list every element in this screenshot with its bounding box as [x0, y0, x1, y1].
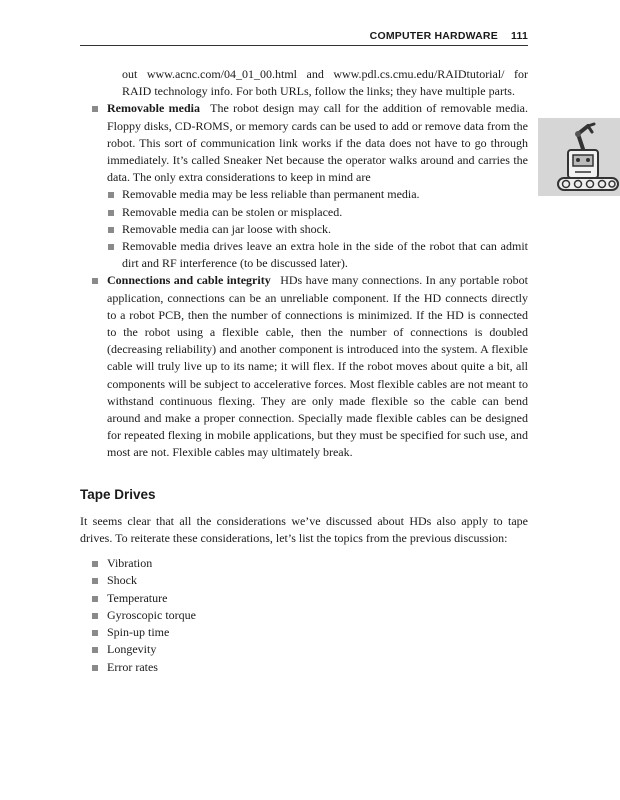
topic-text: Spin-up time — [107, 625, 170, 640]
list-item — [80, 607, 528, 624]
bullet-square-icon — [108, 192, 114, 198]
topic-text: Temperature — [107, 590, 168, 605]
chapter-title: COMPUTER HARDWARE — [369, 30, 498, 42]
running-header — [80, 30, 528, 42]
removable-sub-item — [80, 186, 528, 203]
removable-sub-item — [80, 221, 528, 238]
connections-text: HDs have many connections. In any portable robot application, connections can be an unreliable component. If the HD connects directly to a robot PCB, then the number of connections is minimized. If the HD is connected to the robot using a flexible cable, then the number of connections is doubled (decreasing reliability) and another component is introduced into the system. A flexible cable will truly live up to its name; it will flex. If the robot moves about quite a bit, all components will be subject to accelerative forces. Most flexible cables are not meant to withstand continuous flexing. They are only made flexible so the cable can bend around and make a proper connection. Specially made flexible cables can be designed for repeated flexing in mobile applications, but they must be specified for such use, and most are not. Flexible cables may ultimately break. — [107, 273, 528, 460]
connections-lead: Connections and cable integrity — [107, 273, 271, 288]
bullet-square-icon — [92, 630, 98, 636]
bullet-square-icon — [92, 578, 98, 584]
removable-media-lead: Removable media — [107, 101, 201, 116]
tape-drives-intro: It seems clear that all the considerations we’ve discussed about HDs also apply to tape drives. To reiterate these considerations, let’s list the topics from the previous discussion: — [80, 513, 528, 546]
page-number: 111 — [511, 30, 528, 42]
topic-list — [80, 555, 528, 675]
topic-text: Error rates — [107, 659, 158, 674]
bullet-square-icon — [92, 665, 98, 671]
sub-item-text: Removable media may be less reliable than permanent media. — [122, 187, 420, 202]
sub-item-text: Removable media can jar loose with shock. — [122, 221, 331, 236]
bullet-square-icon — [108, 210, 114, 216]
topic-text: Vibration — [107, 556, 153, 571]
topic-text: Shock — [107, 573, 137, 588]
topic-text: Longevity — [107, 642, 157, 657]
bullet-square-icon — [108, 227, 114, 233]
list-item — [80, 555, 528, 572]
bullet-square-icon — [92, 106, 98, 112]
intro-continuation: out www.acnc.com/04_01_00.html and www.pdl.cs.cmu.edu/RAIDtutorial/ for RAID technology info. For both URLs, follow the links; they have multiple parts. — [122, 67, 528, 99]
header-rule — [80, 45, 528, 46]
sub-item-text: Removable media drives leave an extra hole in the side of the robot that can admit dirt and RF interference (to be discussed later). — [122, 239, 528, 271]
page-body — [80, 66, 528, 676]
bullet-square-icon — [108, 244, 114, 250]
bullet-square-icon — [92, 596, 98, 602]
bullet-square-icon — [92, 278, 98, 284]
robot-icon — [544, 122, 620, 192]
sub-item-text: Removable media can be stolen or misplaced. — [122, 204, 343, 219]
removable-media-item — [80, 100, 528, 186]
topic-text: Gyroscopic torque — [107, 607, 196, 622]
list-item — [80, 590, 528, 607]
list-item — [80, 572, 528, 589]
removable-media-text: The robot design may call for the addition of removable media. Floppy disks, CD-ROMS, or memory cards can be used to add or remove data from the robot. This sort of communication link works if the data does not have to go through immediately. It’s called Sneaker Net because the operator walks around and carries the data. The only extra considerations to keep in mind are — [107, 101, 528, 185]
removable-sub-item — [80, 204, 528, 221]
section-heading: Tape Drives — [80, 486, 156, 502]
list-item — [80, 624, 528, 641]
chapter-tab — [538, 118, 620, 196]
list-item — [80, 659, 528, 676]
list-item — [80, 641, 528, 658]
removable-sub-item — [80, 238, 528, 272]
bullet-square-icon — [92, 561, 98, 567]
bullet-square-icon — [92, 647, 98, 653]
connections-item — [80, 272, 528, 461]
bullet-square-icon — [92, 613, 98, 619]
